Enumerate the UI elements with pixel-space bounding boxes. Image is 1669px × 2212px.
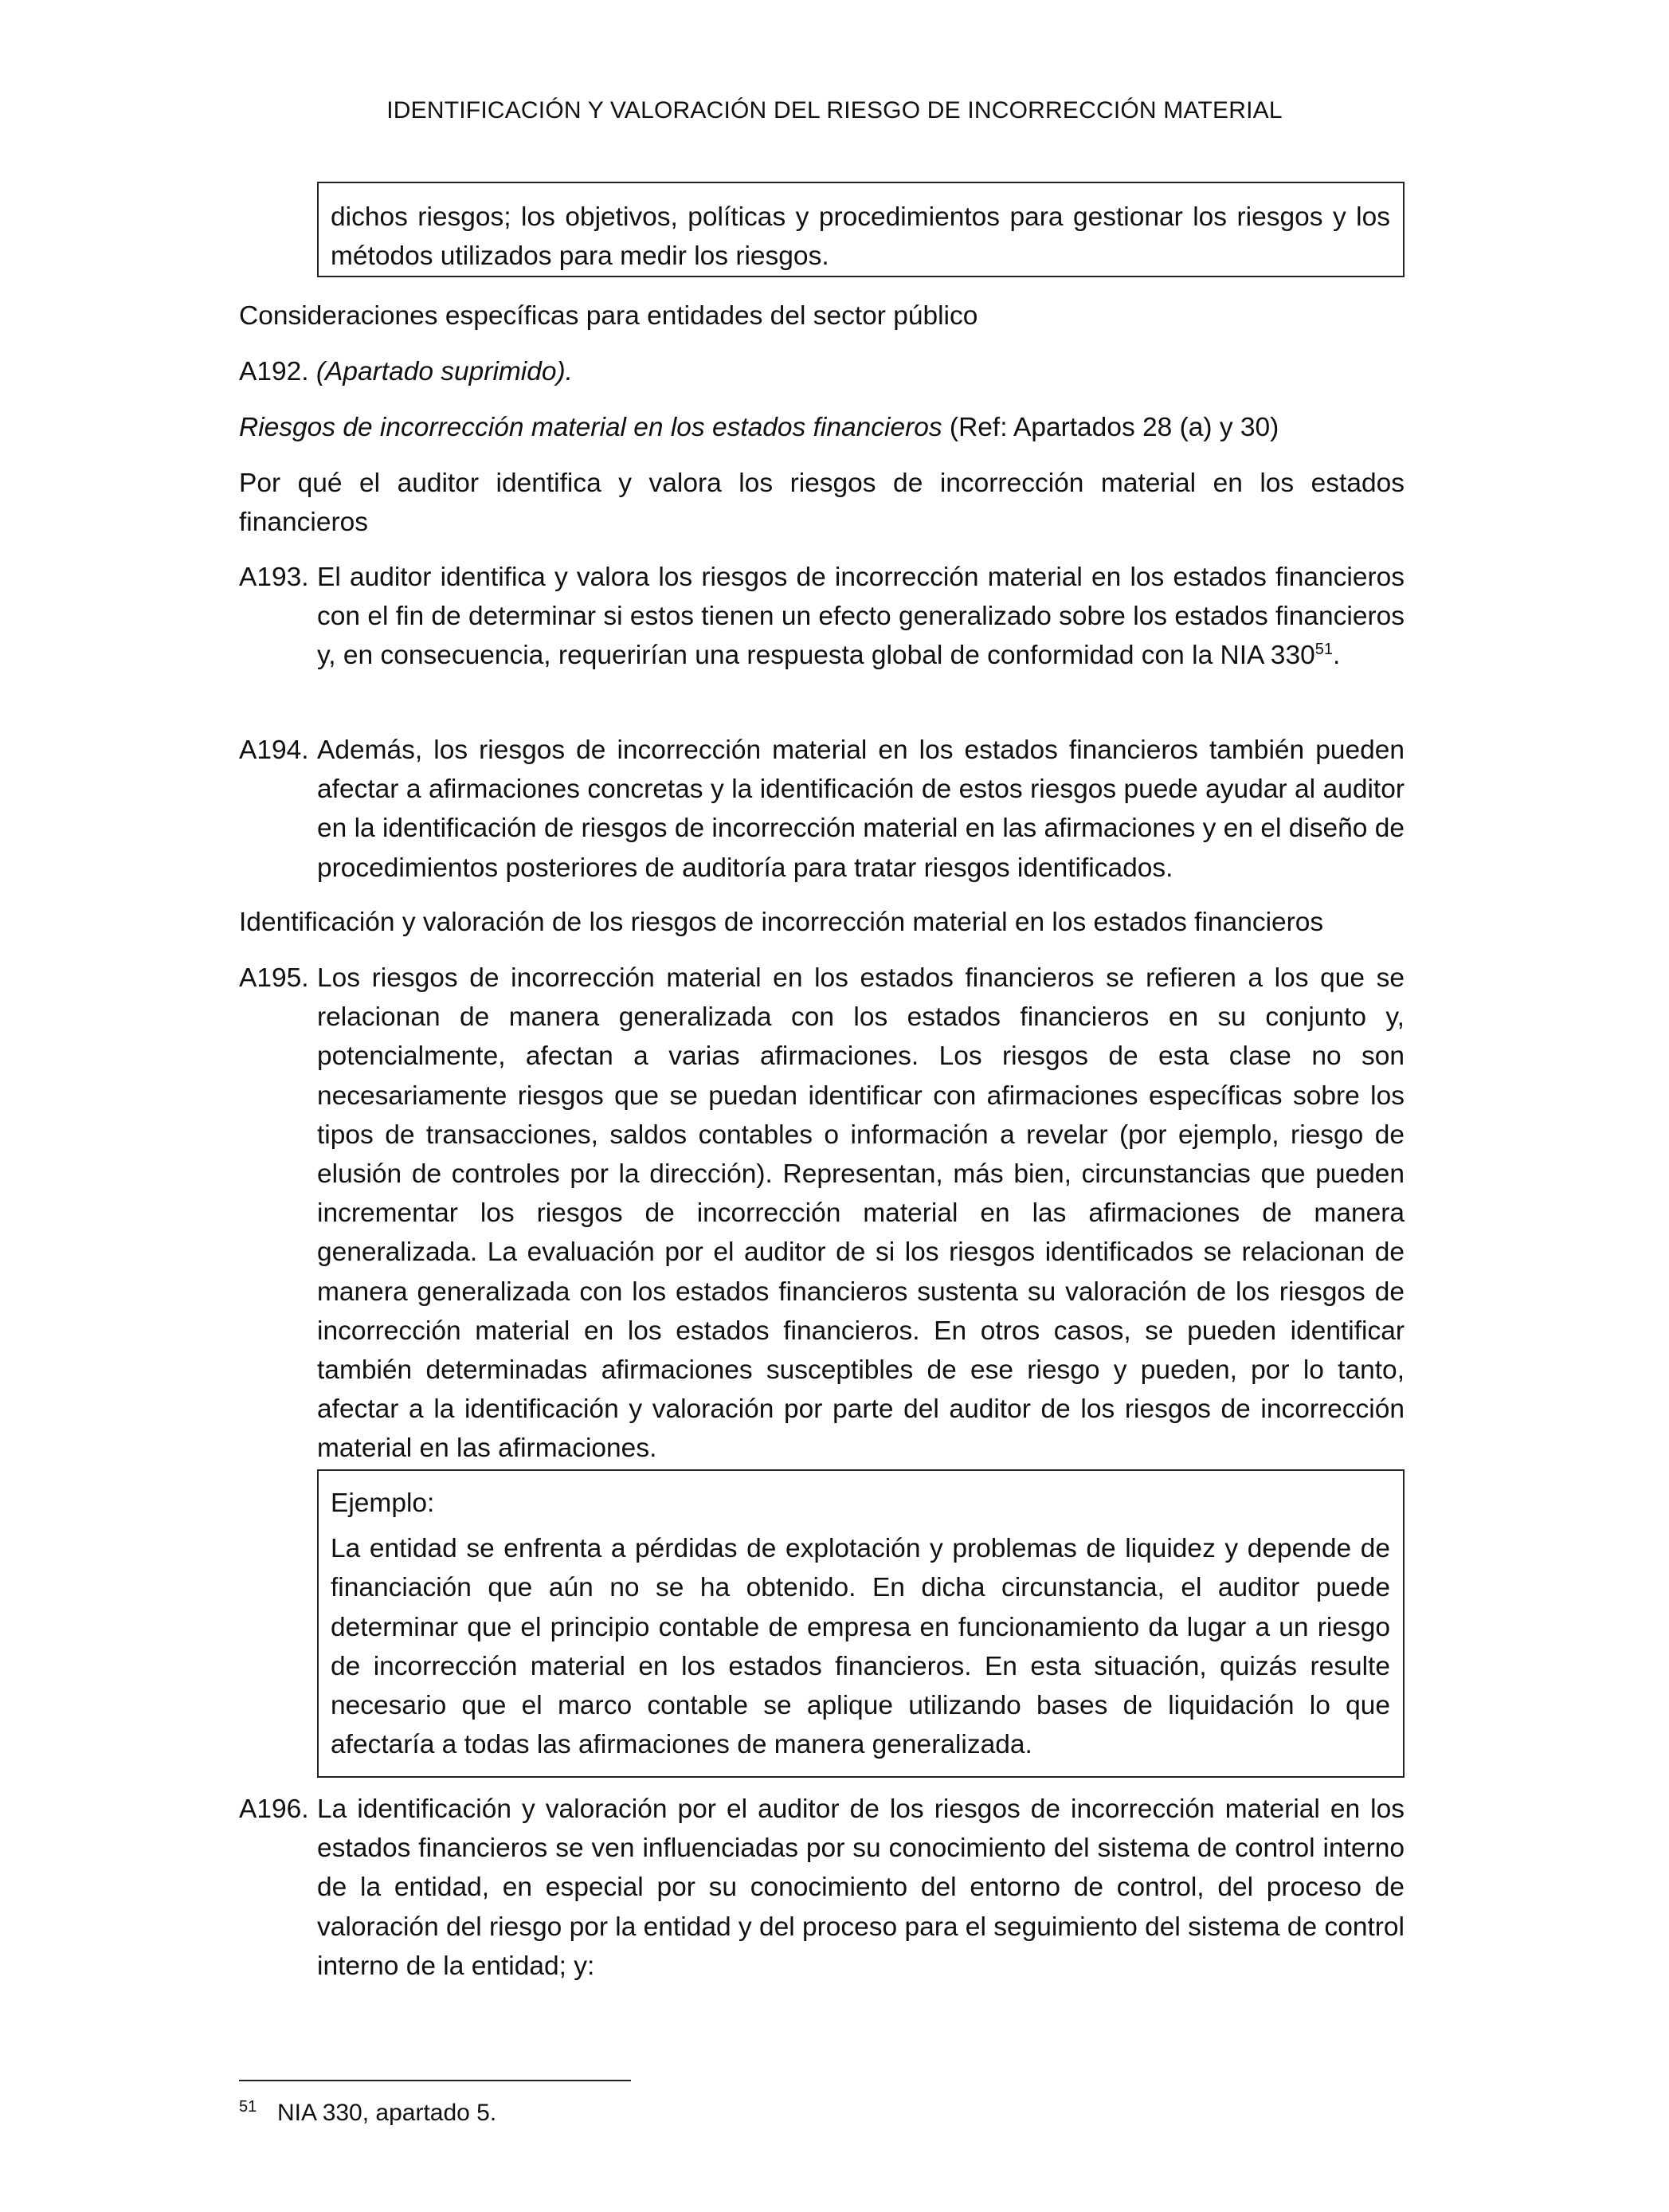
paragraph-end: . [1332,641,1341,671]
paragraph-number-a194: A194. [239,735,309,765]
example-box [317,1469,1405,1778]
section-heading-identification: Identificación y valoración de los riesgos de incorrección material en los estados financieros [239,908,1324,937]
paragraph-number: A192. [239,357,309,386]
paragraph-a196: La identificación y valoración por el auditor de los riesgos de incorrección material en los estados financieros se ven influenciadas por su conocimiento del sistema de control interno de la entidad, en especial por su conocimiento del entorno de control, del proceso de valoración del riesgo por la entidad y del proceso para el seguimiento del sistema de control interno de la entidad; y: [317,1794,1405,1981]
paragraph-number-a193: A193. [239,563,309,592]
section-heading-why: Por qué el auditor identifica y valora los riesgos de incorrección material en los estados financieros [239,469,1405,538]
section-heading-public-sector: Consideraciones específicas para entidades del sector público [239,301,978,331]
paragraph-a194: Además, los riesgos de incorrección material en los estados financieros también pueden afectar a afirmaciones concretas y la identificación de estos riesgos puede ayudar al auditor en la identificación de riesgos de incorrección material en las afirmaciones y en el diseño de procedimientos posteriores de auditoría para tratar riesgos identificados. [317,735,1405,883]
paragraph-number-a195: A195. [239,963,309,993]
section-heading-risks [239,408,1279,447]
text-box-continued [317,182,1405,277]
footnote-text: NIA 330, apartado 5. [277,2100,497,2126]
paragraph-a195: Los riesgos de incorrección material en los estados financieros se refieren a los que se relacionan de manera generalizada con los estados financieros en su conjunto y, potencialmente, afectan a varias afirmaciones. Los riesgos de esta clase no son necesariamente riesgos que se puedan identificar con afirmaciones específicas sobre los tipos de transacciones, saldos contables o información a revelar (por ejemplo, riesgo de elusión de controles por la dirección). Representan, más bien, circunstancias que pueden incrementar los riesgos de incorrección material en las afirmaciones de manera generalizada. La evaluación por el auditor de si los riesgos identificados se relacionan de manera generalizada con los estados financieros sustenta su valoración de los riesgos de incorrección material en los estados financieros. En otros casos, se pueden identificar también determinadas afirmaciones susceptibles de ese riesgo y pueden, por lo tanto, afectar a la identificación y valoración por parte del auditor de los riesgos de incorrección material en las afirmaciones. [317,963,1405,1464]
paragraph-a193 [317,558,1405,676]
example-text: La entidad se enfrenta a pérdidas de explotación y problemas de liquidez y depende de financiación que aún no se ha obtenido. En dicha circunstancia, el auditor puede determinar que el principio contable de empresa en funcionamiento da lugar a un riesgo de incorrección material en los estados financieros. En esta situación, quizás resulte necesario que el marco contable se aplique utilizando bases de liquidación lo que afectaría a todas las afirmaciones de manera generalizada. [331,1534,1390,1760]
heading-ref: (Ref: Apartados 28 (a) y 30) [942,413,1279,442]
example-label: Ejemplo: [331,1488,435,1518]
page-header: IDENTIFICACIÓN Y VALORACIÓN DEL RIESGO DE INCORRECCIÓN MATERIAL [386,97,1283,124]
footnote: 51 NIA 330, apartado 5. [239,2098,497,2126]
box-text: dichos riesgos; los objetivos, políticas y procedimientos para gestionar los riesgos y los métodos utilizados para medir los riesgos. [331,202,1390,272]
paragraph-text: El auditor identifica y valora los riesgos de incorrección material en los estados financieros con el fin de determinar si estos tienen un efecto generalizado sobre los estados financieros y, en consecuencia, requerirían una respuesta global de conformidad con la NIA 330 [317,563,1405,671]
paragraph-text: (Apartado suprimido). [315,357,573,386]
paragraph-a192 [239,352,573,391]
footnote-divider [239,2080,631,2081]
heading-italic: Riesgos de incorrección material en los estados financieros [239,413,942,442]
paragraph-number-a196: A196. [239,1794,309,1824]
footnote-ref: 51 [1314,641,1333,659]
